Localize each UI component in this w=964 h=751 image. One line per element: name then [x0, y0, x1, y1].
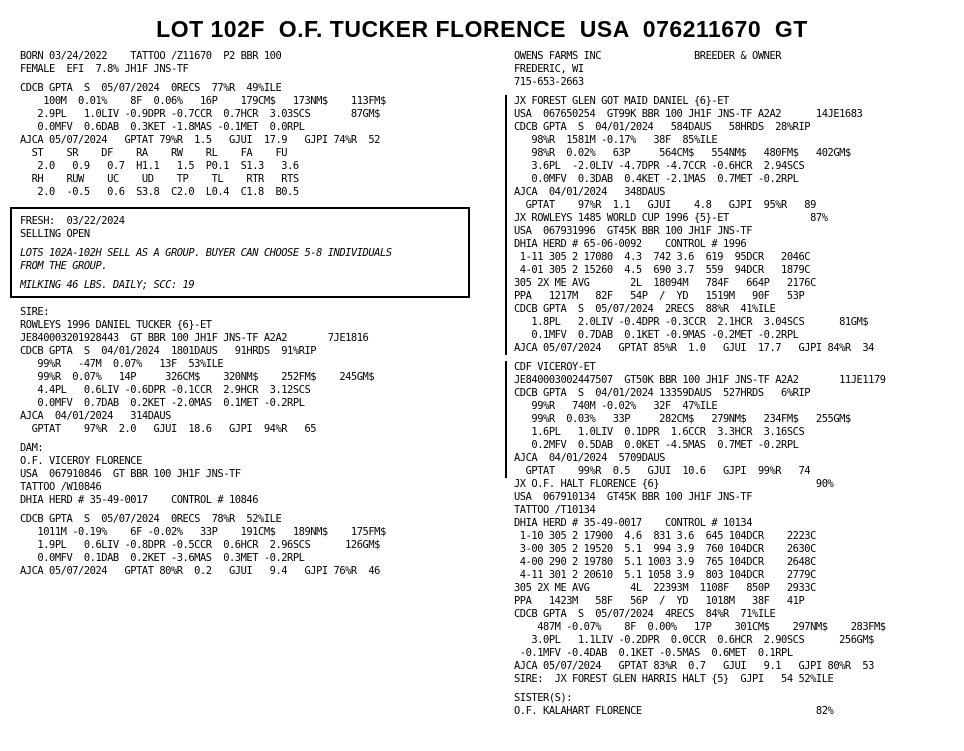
eval-line: 100M 0.01% 8F 0.06% 16P 179CM$ 173NM$ 113FM$ — [20, 95, 386, 107]
dam-line: TATTOO /W10846 — [20, 481, 102, 493]
pedigree-line: JE840003002447507 GT50K BBR 100 JH1F JNS-TF A2A2 11JE1179 — [514, 374, 886, 386]
pedigree-name: CDF VICEROY-ET — [514, 361, 596, 373]
pedigree-line: CDCB GPTA S 05/07/2024 4RECS 84%R 71%ILE — [514, 608, 776, 620]
pedigree-line: CDCB GPTA S 05/07/2024 2RECS 88%R 41%ILE — [514, 303, 776, 315]
pedigree-name: JX ROWLEYS 1485 WORLD CUP 1996 {5}-ET 87% — [514, 212, 828, 224]
dam-sire-block — [505, 361, 954, 478]
owner-block — [514, 50, 954, 89]
dam-eval-line: AJCA 05/07/2024 GPTAT 80%R 0.2 GJUI 9.4 GJPI 76%R 46 — [20, 565, 380, 577]
type-header: RH RUW UC UD TP TL RTR RTS — [20, 173, 299, 185]
pedigree-line: 1-11 305 2 17080 4.3 742 3.6 619 95DCR 2046C — [514, 251, 811, 263]
dam-eval-line: 1.9PL 0.6LIV -0.8DPR -0.5CCR 0.6HCR 2.96SCS 126GM$ — [20, 539, 380, 551]
sire-line: 99%R -47M 0.07% 13F 53%ILE — [20, 358, 224, 370]
pedigree-line: TATTOO /T10134 — [514, 504, 596, 516]
pedigree-line: 0.1MFV 0.7DAB 0.1KET -0.9MAS -0.2MET -0.2RPL — [514, 329, 799, 341]
fresh-box — [10, 207, 470, 298]
pedigree-line: 4-11 301 2 20610 5.1 1058 3.9 803 104DCR 2779C — [514, 569, 816, 581]
pedigree-line: USA 067910134 GT45K BBR 100 JH1F JNS-TF — [514, 491, 753, 503]
pedigree-line: GPTAT 97%R 1.1 GJUI 4.8 GJPI 95%R 89 — [514, 199, 816, 211]
sisters-label: SISTER(S): — [514, 692, 573, 704]
fresh-date: FRESH: 03/22/2024 — [20, 215, 125, 227]
pedigree-line: AJCA 05/07/2024 GPTAT 83%R 0.7 GJUI 9.1 GJPI 80%R 53 — [514, 660, 874, 672]
pedigree-name: JX O.F. HALT FLORENCE {6} 90% — [514, 478, 834, 490]
milking-note: MILKING 46 LBS. DAILY; SCC: 19 — [20, 279, 195, 291]
sire-line: 99%R 0.07% 14P 326CM$ 320NM$ 252FM$ 245GM$ — [20, 371, 375, 383]
eval-line: 2.9PL 1.0LIV -0.9DPR -0.7CCR 0.7HCR 3.03SCS 87GM$ — [20, 108, 380, 120]
eval-line: 0.0MFV 0.6DAB 0.3KET -1.8MAS -0.1MET 0.0RPL — [20, 121, 305, 133]
dam-line: USA 067910846 GT BBR 100 JH1F JNS-TF — [20, 468, 241, 480]
lot-title: LOT 102F O.F. TUCKER FLORENCE USA 076211670 GT — [156, 16, 808, 42]
sire-line: 4.4PL 0.6LIV -0.6DPR -0.1CCR 2.9HCR 3.12SCS — [20, 384, 311, 396]
eval-line: AJCA 05/07/2024 GPTAT 79%R 1.5 GJUI 17.9 GJPI 74%R 52 — [20, 134, 380, 146]
pedigree-line: 99%R 0.03% 33P 282CM$ 279NM$ 234FM$ 255GM$ — [514, 413, 851, 425]
left-column — [20, 50, 475, 578]
pedigree-line: 3.6PL -2.0LIV -4.7DPR -4.7CCR -0.6HCR 2.94SCS — [514, 160, 805, 172]
pedigree-line: 487M -0.07% 8F 0.00% 17P 301CM$ 297NM$ 283FM$ — [514, 621, 886, 633]
sire-block — [20, 306, 475, 436]
genomic-evaluation — [20, 82, 475, 199]
sisters-block — [514, 692, 954, 718]
group-note: FROM THE GROUP. — [20, 260, 108, 272]
birth-line: BORN 03/24/2022 TATTOO /Z11670 P2 BBR 100 — [20, 50, 282, 62]
pedigree-line: 1-10 305 2 17900 4.6 831 3.6 645 104DCR 2223C — [514, 530, 816, 542]
sire-line: CDCB GPTA S 04/01/2024 1801DAUS 91HRDS 91%RIP — [20, 345, 317, 357]
group-note: LOTS 102A-102H SELL AS A GROUP. BUYER CAN CHOOSE 5-8 INDIVIDUALS — [20, 247, 392, 259]
pedigree-line: 99%R 740M -0.02% 32F 47%ILE — [514, 400, 718, 412]
type-header: ST SR DF RA RW RL FA FU — [20, 147, 288, 159]
pedigree-line: CDCB GPTA S 04/01/2024 13359DAUS 527HRDS 6%RIP — [514, 387, 811, 399]
pedigree-line: 0.0MFV 0.3DAB 0.4KET -2.1MAS 0.7MET -0.2RPL — [514, 173, 799, 185]
type-values: 2.0 0.9 0.7 H1.1 1.5 P0.1 S1.3 3.6 — [20, 160, 299, 172]
sister-line: O.F. KALAHART FLORENCE 82% — [514, 705, 834, 717]
pedigree-line: 98%R 0.02% 63P 564CM$ 554NM$ 480FM$ 402GM$ — [514, 147, 851, 159]
pedigree-line: USA 067650254 GT99K BBR 100 JH1F JNS-TF A2A2 14JE1683 — [514, 108, 863, 120]
pedigree-line: 98%R 1581M -0.17% 38F 85%ILE — [514, 134, 718, 146]
type-values: 2.0 -0.5 0.6 S3.8 C2.0 L0.4 C1.8 B0.5 — [20, 186, 299, 198]
pedigree-line: 3.0PL 1.1LIV -0.2DPR 0.0CCR 0.6HCR 2.90SCS 256GM$ — [514, 634, 874, 646]
pedigree-line: 1.6PL 1.0LIV 0.1DPR 1.6CCR 3.3HCR 3.16SCS — [514, 426, 805, 438]
dam-eval-line: 1011M -0.19% 6F -0.02% 33P 191CM$ 189NM$ 175FM$ — [20, 526, 386, 538]
dam-dam-block — [514, 478, 954, 686]
pedigree-line: 1.8PL 2.0LIV -0.4DPR -0.3CCR 2.1HCR 3.04SCS 81GM$ — [514, 316, 869, 328]
sire-granddam-block — [505, 212, 954, 355]
pedigree-line: 305 2X ME AVG 2L 18094M 784F 664P 2176C — [514, 277, 816, 289]
pedigree-line: DHIA HERD # 65-06-0092 CONTROL # 1996 — [514, 238, 747, 250]
dam-line: DHIA HERD # 35-49-0017 CONTROL # 10846 — [20, 494, 259, 506]
pedigree-line: 4-01 305 2 15260 4.5 690 3.7 559 94DCR 1879C — [514, 264, 811, 276]
pedigree-line: -0.1MFV -0.4DAB 0.1KET -0.5MAS 0.6MET 0.1RPL — [514, 647, 793, 659]
sire-name: ROWLEYS 1996 DANIEL TUCKER {6}-ET — [20, 319, 212, 331]
pedigree-line: 0.2MFV 0.5DAB 0.0KET -4.5MAS 0.7MET -0.2RPL — [514, 439, 799, 451]
pedigree-line: AJCA 04/01/2024 5709DAUS — [514, 452, 665, 464]
eval-line: CDCB GPTA S 05/07/2024 0RECS 77%R 49%ILE — [20, 82, 282, 94]
animal-info — [20, 50, 475, 76]
pedigree-line: AJCA 05/07/2024 GPTAT 85%R 1.0 GJUI 17.7 GJPI 84%R 34 — [514, 342, 874, 354]
dam-genomics — [20, 513, 475, 578]
pedigree-line: PPA 1217M 82F 54P / YD 1519M 90F 53P — [514, 290, 805, 302]
pedigree-line: PPA 1423M 58F 56P / YD 1018M 38F 41P — [514, 595, 805, 607]
right-column — [514, 50, 954, 718]
pedigree-line: 4-00 290 2 19780 5.1 1003 3.9 765 104DCR 2648C — [514, 556, 816, 568]
owner-line: OWENS FARMS INC BREEDER & OWNER — [514, 50, 782, 62]
sire-line: AJCA 04/01/2024 314DAUS — [20, 410, 171, 422]
dam-eval-line: CDCB GPTA S 05/07/2024 0RECS 78%R 52%ILE — [20, 513, 282, 525]
pedigree-line: AJCA 04/01/2024 348DAUS — [514, 186, 665, 198]
pedigree-line: GPTAT 99%R 0.5 GJUI 10.6 GJPI 99%R 74 — [514, 465, 811, 477]
dam-name: O.F. VICEROY FLORENCE — [20, 455, 142, 467]
dam-block — [20, 442, 475, 507]
pedigree-line: DHIA HERD # 35-49-0017 CONTROL # 10134 — [514, 517, 753, 529]
pedigree-line: SIRE: JX FOREST GLEN HARRIS HALT {5} GJPI 54 52%ILE — [514, 673, 834, 685]
pedigree-line: 305 2X ME AVG 4L 22393M 1108F 850P 2933C — [514, 582, 816, 594]
pedigree-line: CDCB GPTA S 04/01/2024 584DAUS 58HRDS 28%RIP — [514, 121, 811, 133]
pedigree-line: 3-00 305 2 19520 5.1 994 3.9 760 104DCR 2630C — [514, 543, 816, 555]
sire-label: SIRE: — [20, 306, 50, 318]
pedigree-line: USA 067931996 GT45K BBR 100 JH1F JNS-TF — [514, 225, 753, 237]
sire-line: JE840003201928443 GT BBR 100 JH1F JNS-TF A2A2 7JE1816 — [20, 332, 369, 344]
owner-city: FREDERIC, WI — [514, 63, 584, 75]
selling-status: SELLING OPEN — [20, 228, 90, 240]
sire-line: GPTAT 97%R 2.0 GJUI 18.6 GJPI 94%R 65 — [20, 423, 317, 435]
sex-line: FEMALE EFI 7.8% JH1F JNS-TF — [20, 63, 189, 75]
dam-eval-line: 0.0MFV 0.1DAB 0.2KET -3.6MAS 0.3MET -0.2RPL — [20, 552, 305, 564]
pedigree-name: JX FOREST GLEN GOT MAID DANIEL {6}-ET — [514, 95, 729, 107]
dam-label: DAM: — [20, 442, 44, 454]
sire-line: 0.0MFV 0.7DAB 0.2KET -2.0MAS 0.1MET -0.2RPL — [20, 397, 305, 409]
sire-dam-block — [505, 95, 954, 212]
owner-phone: 715-653-2663 — [514, 76, 584, 88]
